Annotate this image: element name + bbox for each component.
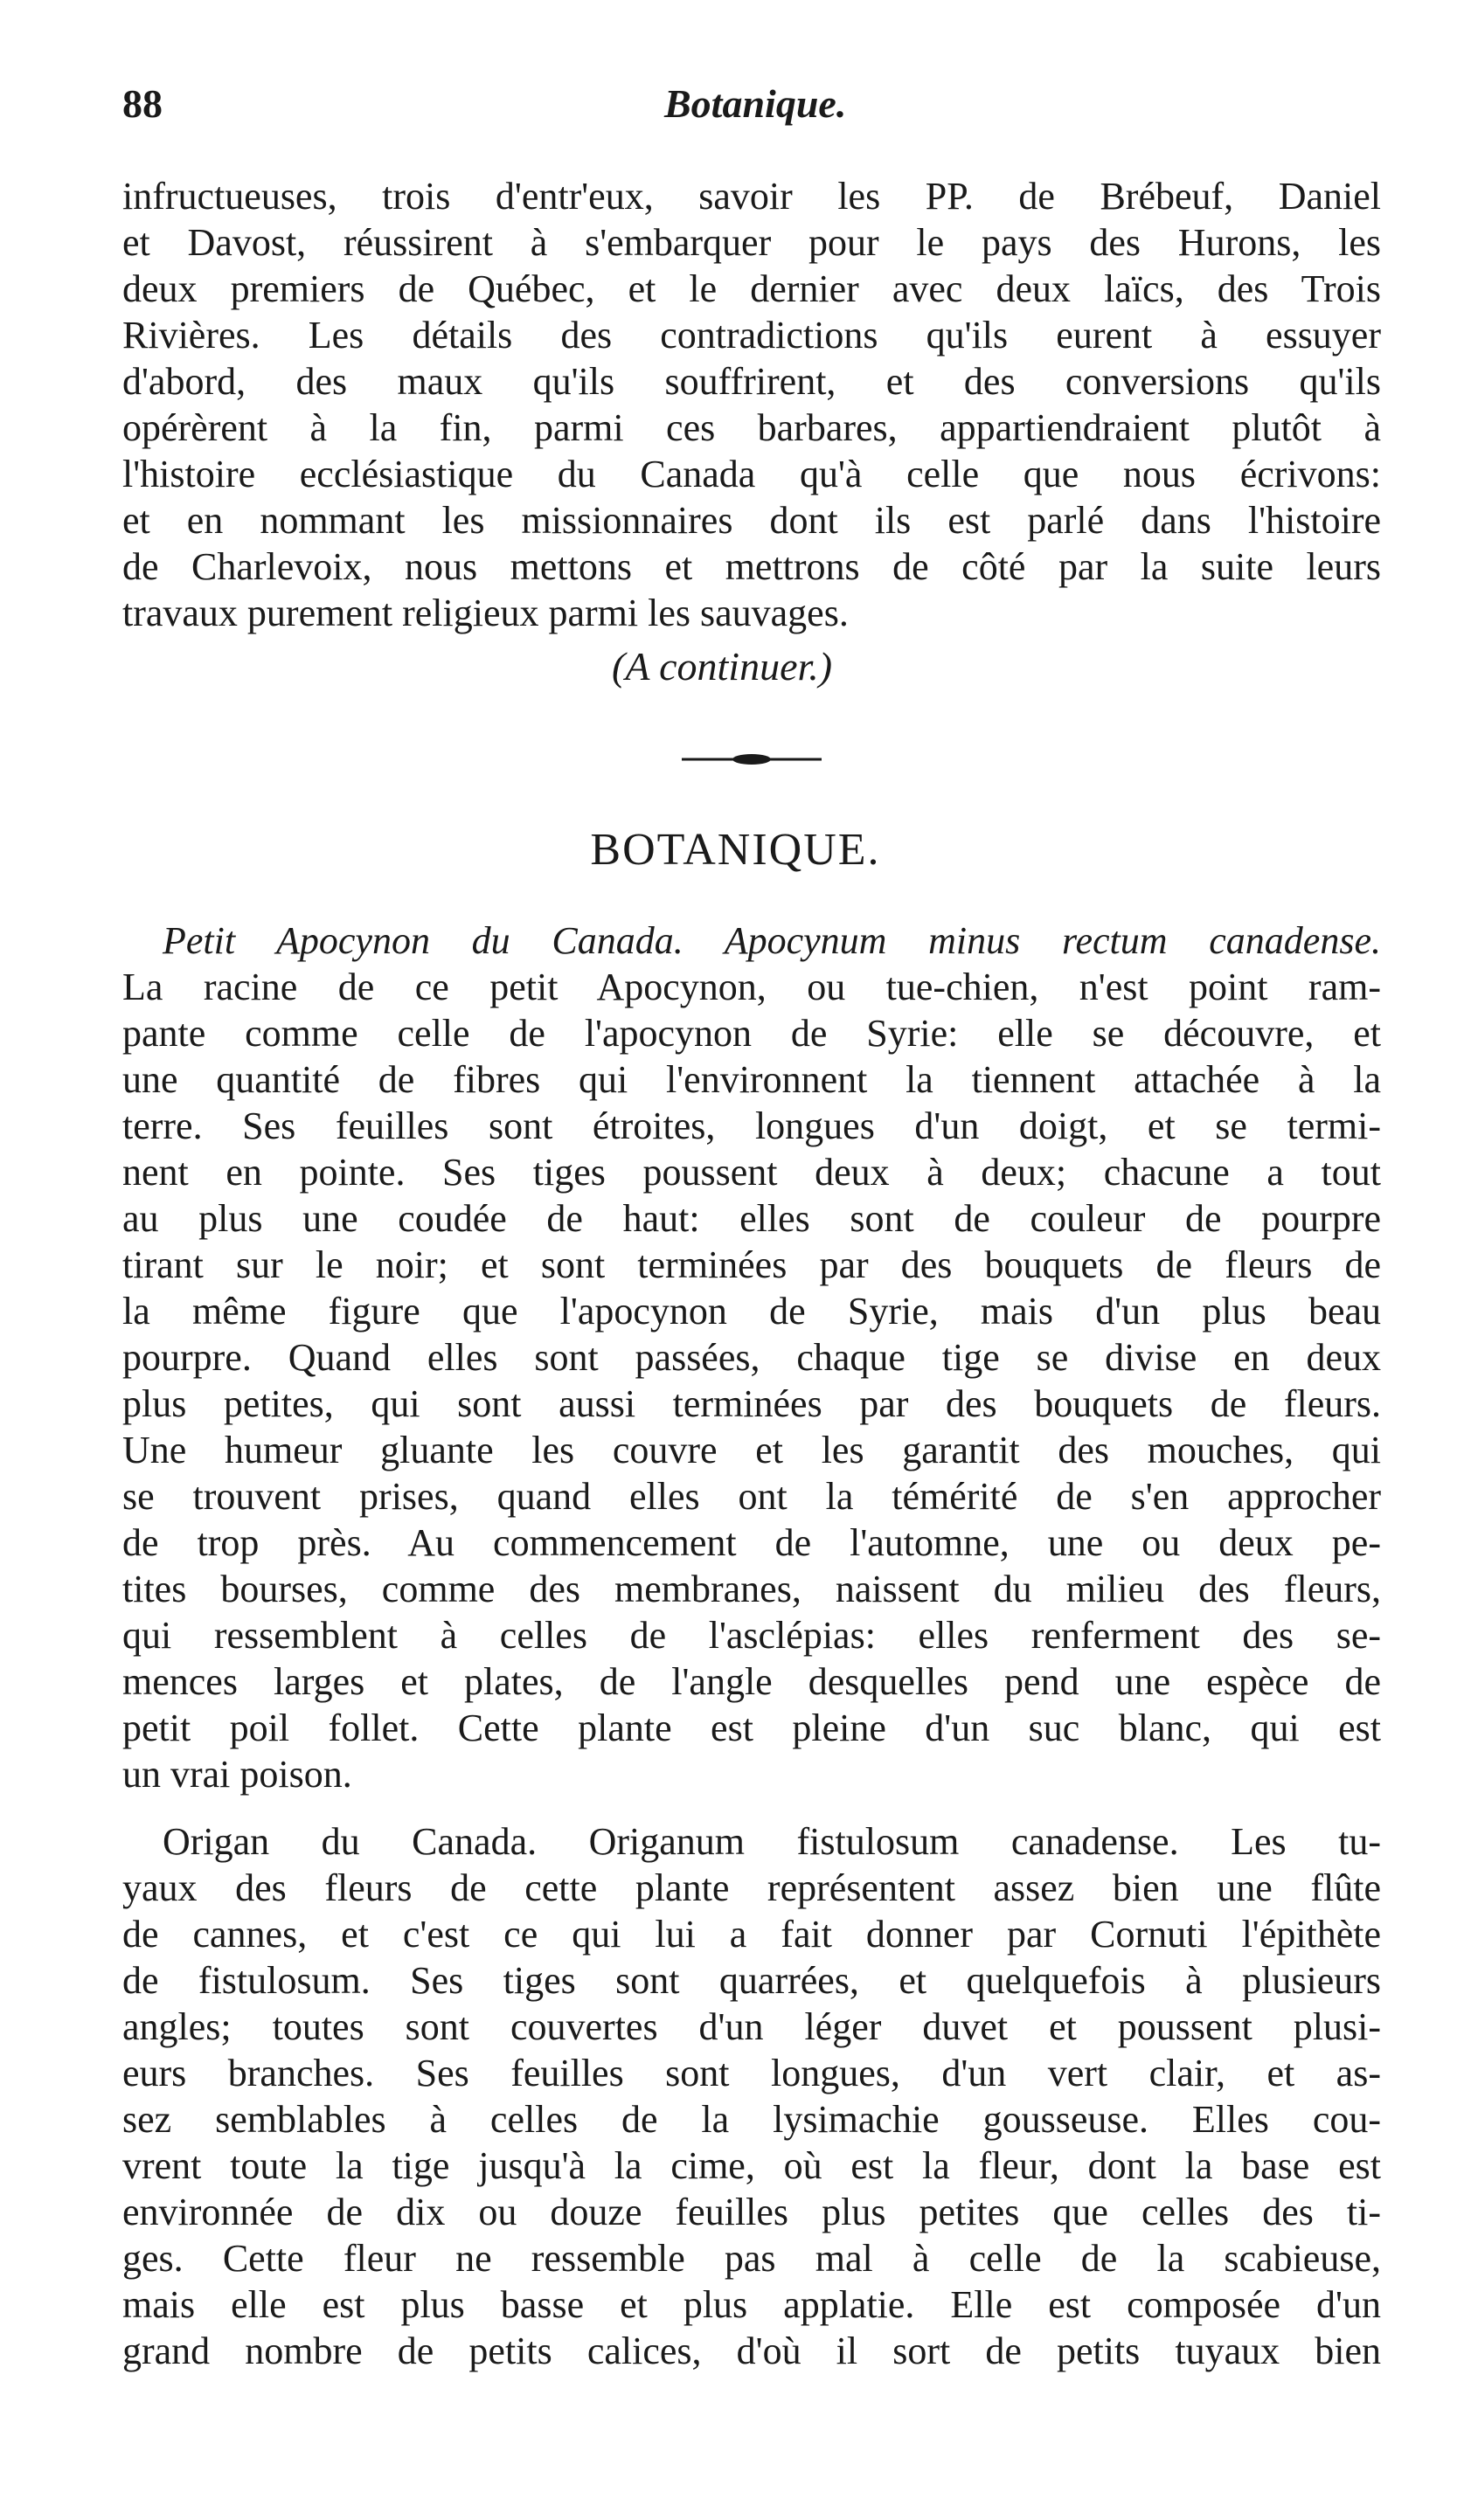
text-line: travaux purement religieux parmi les sauvages.	[122, 592, 849, 634]
text-line: plus petites, qui sont aussi terminées par des bouquets de fleurs.	[122, 1382, 1381, 1425]
history-paragraph	[122, 173, 1381, 636]
continuation-note: (A continuer.)	[612, 644, 833, 689]
text-line: la même figure que l'apocynon de Syrie, mais d'un plus beau	[122, 1290, 1381, 1333]
text-line: infructueuses, trois d'entr'eux, savoir les PP. de Brébeuf, Daniel	[122, 175, 1381, 218]
apocynon-entry	[122, 917, 1381, 1797]
text-line: mais elle est plus basse et plus applatie. Elle est composée d'un	[122, 2283, 1381, 2326]
entry-heading: Origan du Canada. Origanum fistulosum canadense. Les tu-	[163, 1820, 1381, 1863]
text-line: pante comme celle de l'apocynon de Syrie: elle se découvre, et	[122, 1012, 1381, 1055]
origan-entry	[122, 1818, 1381, 2374]
text-line: de fistulosum. Ses tiges sont quarrées, et quelquefois à plusieurs	[122, 1959, 1381, 2002]
text-line: une quantité de fibres qui l'environnent la tiennent attachée à la	[122, 1058, 1381, 1101]
text-line: et Davost, réussirent à s'embarquer pour le pays des Hurons, les	[122, 221, 1381, 264]
text-line: au plus une coudée de haut: elles sont de couleur de pourpre	[122, 1197, 1381, 1240]
text-line: nent en pointe. Ses tiges poussent deux à deux; chacune a tout	[122, 1151, 1381, 1194]
text-line: qui ressemblent à celles de l'asclépias: elles renferment des se-	[122, 1614, 1381, 1657]
text-line: tirant sur le noir; et sont terminées par des bouquets de fleurs de	[122, 1243, 1381, 1286]
text-line: deux premiers de Québec, et le dernier avec deux laïcs, des Trois	[122, 267, 1381, 310]
page-number: 88	[122, 81, 163, 126]
ornamental-separator	[682, 753, 822, 765]
page-header	[122, 80, 1381, 133]
text-line: et en nommant les missionnaires dont ils est parlé dans l'histoire	[122, 499, 1381, 542]
text-line: d'abord, des maux qu'ils souffrirent, et des conversions qu'ils	[122, 360, 1381, 403]
text-line: de trop près. Au commencement de l'automne, une ou deux pe-	[122, 1521, 1381, 1564]
text-line: tites bourses, comme des membranes, naissent du milieu des fleurs,	[122, 1568, 1381, 1610]
running-head: Botanique.	[664, 81, 847, 126]
text-line: un vrai poison.	[122, 1753, 352, 1796]
text-line: yaux des fleurs de cette plante représentent assez bien une flûte	[122, 1866, 1381, 1909]
text-line: terre. Ses feuilles sont étroites, longues d'un doigt, et se termi-	[122, 1104, 1381, 1147]
text-line: eurs branches. Ses feuilles sont longues, d'un vert clair, et as-	[122, 2052, 1381, 2094]
text-line: ges. Cette fleur ne ressemble pas mal à celle de la scabieuse,	[122, 2237, 1381, 2280]
entry-heading: Petit Apocynon du Canada. Apocynum minus rectum canadense.	[163, 919, 1381, 962]
text-line: l'histoire ecclésiastique du Canada qu'à celle que nous écrivons:	[122, 453, 1381, 495]
text-line: angles; toutes sont couvertes d'un léger duvet et poussent plusi-	[122, 2005, 1381, 2048]
text-line: Rivières. Les détails des contradictions qu'ils eurent à essuyer	[122, 314, 1381, 357]
text-line: opérèrent à la fin, parmi ces barbares, appartiendraient plutôt à	[122, 406, 1381, 449]
text-line: se trouvent prises, quand elles ont la témérité de s'en approcher	[122, 1475, 1381, 1518]
text-line: La racine de ce petit Apocynon, ou tue-chien, n'est point ram-	[122, 966, 1381, 1008]
text-line: vrent toute la tige jusqu'à la cime, où est la fleur, dont la base est	[122, 2144, 1381, 2187]
section-title: BOTANIQUE.	[590, 825, 881, 875]
text-line: de Charlevoix, nous mettons et mettrons de côté par la suite leurs	[122, 545, 1381, 588]
text-line: petit poil follet. Cette plante est pleine d'un suc blanc, qui est	[122, 1707, 1381, 1749]
text-line: pourpre. Quand elles sont passées, chaque tige se divise en deux	[122, 1336, 1381, 1379]
text-line: sez semblables à celles de la lysimachie gousseuse. Elles cou-	[122, 2098, 1381, 2141]
text-line: de cannes, et c'est ce qui lui a fait donner par Cornuti l'épithète	[122, 1913, 1381, 1956]
text-line: Une humeur gluante les couvre et les garantit des mouches, qui	[122, 1429, 1381, 1471]
text-line: grand nombre de petits calices, d'où il sort de petits tuyaux bien	[122, 2330, 1381, 2372]
text-line: environnée de dix ou douze feuilles plus petites que celles des ti-	[122, 2191, 1381, 2233]
text-line: mences larges et plates, de l'angle desquelles pend une espèce de	[122, 1660, 1381, 1703]
